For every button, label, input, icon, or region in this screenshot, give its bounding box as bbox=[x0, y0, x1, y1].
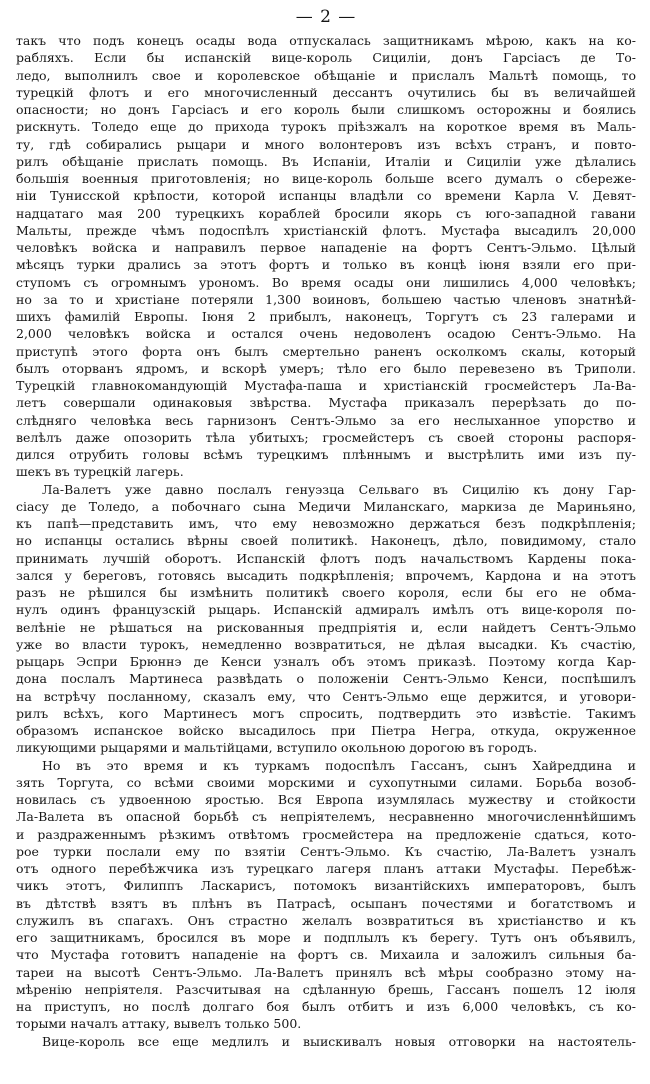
text-line: велѣлъ даже опозорить тѣла убитыхъ; гросмейстеръ съ своей стороны распоря- bbox=[16, 429, 636, 445]
paragraph bbox=[16, 32, 636, 481]
text-line: на встрѣчу посланному, сказалъ ему, что Сентъ-Эльмо еще держится, и уговори- bbox=[16, 688, 636, 704]
text-line: служилъ въ спагахъ. Онъ страстно желалъ возвратиться въ христіанство и къ bbox=[16, 912, 636, 928]
text-line: дился отрубить головы всѣмъ турецкимъ плѣннымъ и выстрѣлить ими изъ пу- bbox=[16, 447, 636, 462]
text-line: тареи на высотѣ Сентъ-Эльмо. Ла-Валетъ принялъ всѣ мѣры сообразно этому на- bbox=[16, 964, 636, 980]
text-line: его защитникамъ, бросился въ море и подплылъ къ берегу. Тутъ онъ объявилъ, bbox=[16, 930, 636, 945]
text-line: Ла-Валета въ опасной борьбѣ съ непріятелемъ, несравненно многочисленнѣйшимъ bbox=[16, 809, 636, 825]
text-line: Но въ это время и къ туркамъ подоспѣлъ Гассанъ, сынъ Хайреддина и bbox=[42, 757, 636, 773]
text-line: отъ одного перебѣжчика изъ турецкаго лагеря планъ аттаки Мустафы. Перебѣж- bbox=[16, 861, 636, 876]
text-line: что Мустафа готовитъ нападеніе на фортъ св. Михаила и заложилъ сильныя ба- bbox=[16, 947, 636, 963]
text-line: 2,000 человѣкъ войска и остался очень недоволенъ осадою Сентъ-Эльмо. На bbox=[16, 326, 636, 342]
text-line: сіасу де Толедо, а побочнаго сына Медичи Миланскаго, маркиза де Мариньяно, bbox=[16, 498, 636, 514]
text-line: чикъ этотъ, Филиппъ Ласкарисъ, потомокъ византійскихъ императоровъ, былъ bbox=[16, 878, 636, 894]
text-line: приступѣ этого форта онъ былъ смертельно раненъ осколкомъ скалы, который bbox=[16, 343, 636, 359]
text-line: велѣніе не рѣшаться на рискованныя предпріятія и, если найдетъ Сентъ-Эльмо bbox=[16, 619, 636, 635]
text-line: и раздраженнымъ рѣзкимъ отвѣтомъ гросмейстера на предложеніе сдаться, кото- bbox=[16, 826, 636, 842]
text-line: къ папѣ—представить имъ, что ему невозможно держаться безъ подкрѣпленія; bbox=[16, 516, 636, 531]
text-line: дона послалъ Мартинеса развѣдать о положеніи Сентъ-Эльмо Кенси, поспѣшилъ bbox=[16, 671, 636, 687]
text-line: ледо, выполнилъ свое и королевское обѣщаніе и прислалъ Мальтѣ помощь, то bbox=[16, 67, 636, 83]
text-line: Мальты, прежде чѣмъ подоспѣлъ христіанскій флотъ. Мустафа высадилъ 20,000 bbox=[16, 222, 636, 238]
text-line: опасности; но донъ Гарсіасъ и его король были слишкомъ осторожны и боялись bbox=[16, 102, 636, 117]
text-line: рилъ обѣщаніе прислать помощь. Въ Испаніи, Италіи и Сициліи уже дѣлались bbox=[16, 153, 636, 169]
text-line: человѣкъ войска и направилъ первое нападеніе на фортъ Сентъ-Эльмо. Цѣлый bbox=[16, 240, 636, 255]
text-line: разъ не рѣшился бы измѣнить политикѣ своего короля, если бы его не обма- bbox=[16, 585, 636, 600]
text-line: слѣдняго человѣка весь гарнизонъ Сентъ-Эльмо за его неслыханное упорство и bbox=[16, 412, 636, 428]
text-line: мѣренію непріятеля. Разсчитывая на сдѣланную брешь, Гассанъ пошелъ 12 іюля bbox=[16, 981, 636, 997]
paragraph bbox=[16, 481, 636, 757]
text-line: большія военныя приготовленія; но вице-король больше всего думалъ о сбереже- bbox=[16, 171, 636, 186]
text-line: былъ оторванъ ядромъ, и вскорѣ умеръ; тѣло его было перевезено въ Триполи. bbox=[16, 360, 636, 376]
text-line: рискнуть. Толедо еще до прихода турокъ пріѣзжалъ на короткое время въ Маль- bbox=[16, 119, 636, 135]
text-line: рабляхъ. Если бы испанскій вице-король Сициліи, донъ Гарсіасъ де То- bbox=[16, 50, 636, 66]
text-line: въ дѣтствѣ взятъ въ плѣнъ въ Патрасѣ, осыпанъ почестями и богатствомъ и bbox=[16, 895, 636, 911]
text-line: но за то и христіане потеряли 1,300 воиновъ, большею частью членовъ знатнѣй- bbox=[16, 291, 636, 307]
text-line: турецкій флотъ и его многочисленный дессантъ очутились бы въ величайшей bbox=[16, 84, 636, 100]
text-line: мѣсяцъ турки дрались за этотъ фортъ и только въ концѣ іюня взяли его при- bbox=[16, 257, 636, 273]
text-line: торыми началъ аттаку, вывелъ только 500. bbox=[16, 1016, 302, 1032]
text-line: образомъ испанское войско высадилось при Піетра Негра, откуда, окруженное bbox=[16, 723, 636, 738]
text-line: рое турки послали ему по взятіи Сентъ-Эльмо. Къ счастію, Ла-Валетъ узналъ bbox=[16, 843, 636, 859]
text-line: шекъ въ турецкій лагерь. bbox=[16, 464, 184, 480]
text-line: Ла-Валетъ уже давно послалъ генуэзца Сельваго въ Сицилію къ дону Гар- bbox=[42, 481, 636, 497]
text-line: нулъ одинъ французскій рыцарь. Испанскій адмиралъ имѣлъ отъ вице-короля по- bbox=[16, 602, 636, 618]
text-line: летъ совершали одинаковыя звѣрства. Мустафа приказалъ перерѣзать до по- bbox=[16, 395, 636, 411]
text-line: рыцарь Эспри Брюннэ де Кенси узналъ объ этомъ приказѣ. Поэтому когда Кар- bbox=[16, 654, 636, 669]
text-line: шихъ фамилій Европы. Іюня 2 прибылъ, наконецъ, Торгутъ съ 23 галерами и bbox=[16, 309, 636, 324]
text-line: ступомъ съ огромнымъ урономъ. Во время осады они лишились 4,000 человѣкъ; bbox=[16, 274, 636, 290]
text-line: ніи Тунисской крѣпости, которой испанцы владѣли со времени Карла V. Девят- bbox=[16, 188, 636, 204]
paragraph bbox=[16, 1033, 636, 1050]
text-line: новилась съ удвоенною яростью. Вся Европа изумлялась мужеству и стойкости bbox=[16, 792, 636, 807]
text-line: Турецкій главнокомандующій Мустафа-паша и христіанскій гросмейстеръ Ла-Ва- bbox=[16, 378, 636, 393]
text-line: надцатаго мая 200 турецкихъ кораблей бросили якорь съ юго-западной гавани bbox=[16, 205, 636, 221]
text-line: но испанцы остались вѣрны своей политикѣ. Наконецъ, дѣло, повидимому, стало bbox=[16, 533, 636, 549]
text-line: принимать лучшій оборотъ. Испанскій флотъ подъ начальствомъ Кардены пока- bbox=[16, 550, 636, 566]
text-line: ту, гдѣ собирались рыцари и много волонтеровъ изъ всѣхъ странъ, и повто- bbox=[16, 136, 636, 152]
text-line: зался у береговъ, готовясь высадить подкрѣпленія; впрочемъ, Кардона и на этотъ bbox=[16, 567, 636, 583]
paragraph bbox=[16, 757, 636, 1033]
text-line: зять Торгута, со всѣми своими морскими и сухопутными силами. Борьба возоб- bbox=[16, 774, 636, 790]
text-line: на приступъ, но послѣ долгаго боя былъ отбитъ и изъ 6,000 человѣкъ, съ ко- bbox=[16, 999, 636, 1014]
text-line: ликующими рыцарями и мальтійцами, вступило окольною дорогою въ городъ. bbox=[16, 740, 538, 756]
text-line: рилъ всѣхъ, кого Мартинесъ могъ спросить, подтвердить это извѣстіе. Такимъ bbox=[16, 705, 636, 721]
body-text bbox=[16, 32, 636, 1050]
page-number: — 2 — bbox=[295, 7, 357, 27]
text-line: уже во власти турокъ, немедленно возвратиться, не дѣлая высадки. Къ счастію, bbox=[16, 636, 636, 652]
text-line: такъ что подъ конецъ осады вода отпускалась защитникамъ мѣрою, какъ на ко- bbox=[16, 33, 636, 48]
text-line: Вице-король все еще медлилъ и выискивалъ новыя отговорки на настоятель- bbox=[42, 1033, 636, 1049]
